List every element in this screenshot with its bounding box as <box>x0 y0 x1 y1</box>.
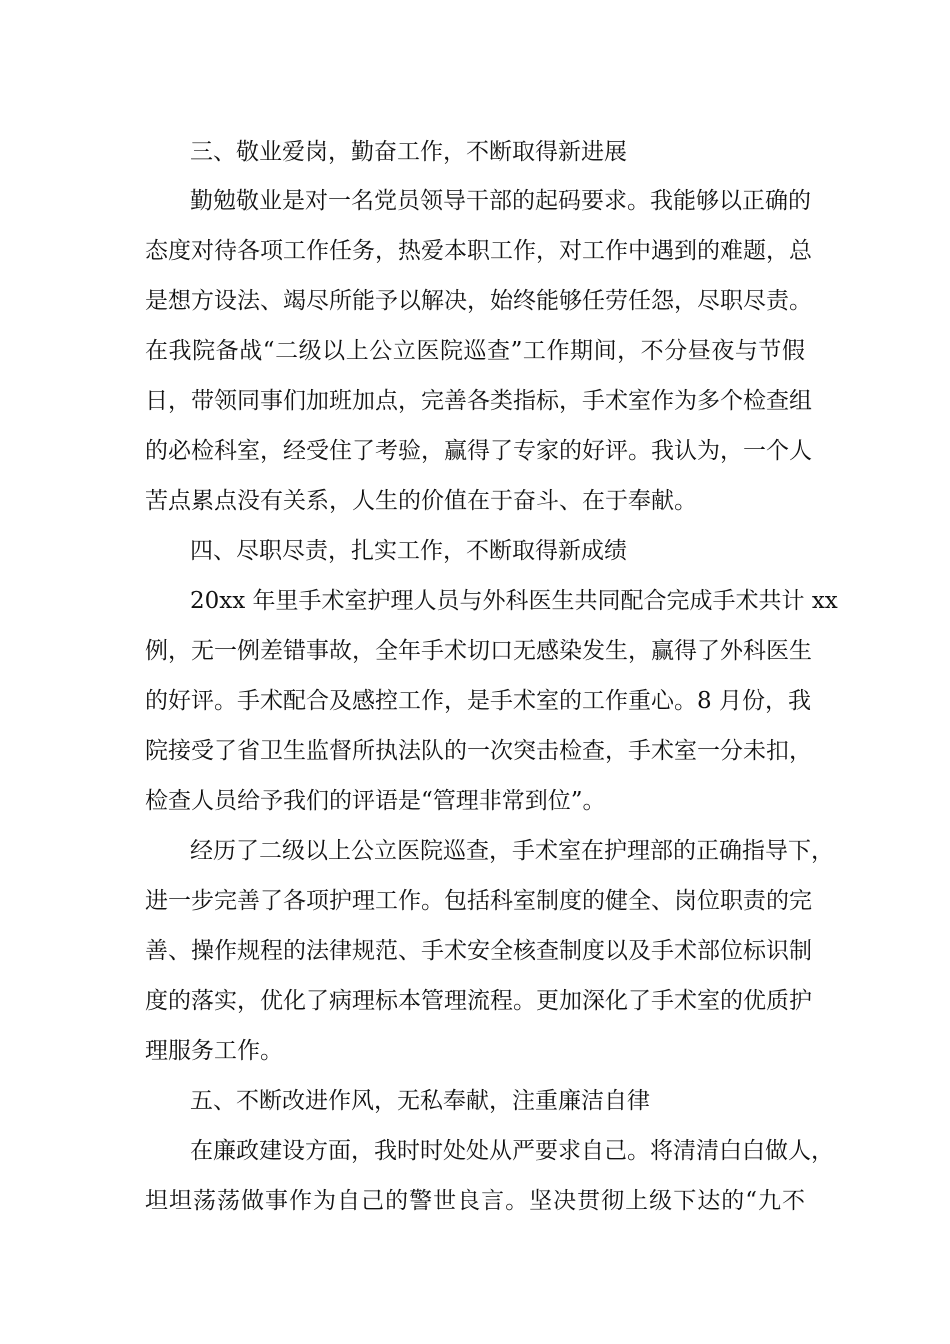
paragraph-line: 经历了二级以上公立医院巡查，手术室在护理部的正确指导下， <box>190 838 834 864</box>
paragraph-line: 在我院备战“二级以上公立医院巡查”工作期间，不分昼夜与节假 <box>145 338 805 364</box>
paragraph-line: 勤勉敬业是对一名党员领导干部的起码要求。我能够以正确的 <box>190 188 811 214</box>
paragraph-line: 例，无一例差错事故，全年手术切口无感染发生，赢得了外科医生 <box>145 638 812 664</box>
paragraph-line: 检查人员给予我们的评语是“管理非常到位”。 <box>145 788 606 814</box>
section-heading-3: 三、敬业爱岗，勤奋工作，不断取得新进展 <box>190 139 627 165</box>
paragraph-line: 20xx 年里手术室护理人员与外科医生共同配合完成手术共计 xx <box>190 588 838 614</box>
section-heading-5: 五、不断改进作风，无私奉献，注重廉洁自律 <box>190 1088 650 1114</box>
paragraph-line: 院接受了省卫生监督所执法队的一次突击检查，手术室一分未扣， <box>145 738 812 764</box>
paragraph-line: 理服务工作。 <box>145 1038 283 1064</box>
paragraph-line: 的好评。手术配合及感控工作，是手术室的工作重心。8 月份，我 <box>145 688 811 714</box>
paragraph-line: 的必检科室，经受住了考验，赢得了专家的好评。我认为，一个人 <box>145 438 812 464</box>
paragraph-line: 日，带领同事们加班加点，完善各类指标，手术室作为多个检查组 <box>145 388 812 414</box>
paragraph-line: 坦坦荡荡做事作为自己的警世良言。坚决贯彻上级下达的“九不 <box>145 1188 805 1214</box>
paragraph-line: 苦点累点没有关系，人生的价值在于奋斗、在于奉献。 <box>145 488 697 514</box>
paragraph-line: 在廉政建设方面，我时时处处从严要求自己。将清清白白做人， <box>190 1138 834 1164</box>
section-heading-4: 四、尽职尽责，扎实工作，不断取得新成绩 <box>190 538 627 564</box>
paragraph-line: 进一步完善了各项护理工作。包括科室制度的健全、岗位职责的完 <box>145 888 812 914</box>
paragraph-line: 度的落实，优化了病理标本管理流程。更加深化了手术室的优质护 <box>145 988 812 1014</box>
paragraph-line: 善、操作规程的法律规范、手术安全核查制度以及手术部位标识制 <box>145 938 812 964</box>
paragraph-line: 态度对待各项工作任务，热爱本职工作，对工作中遇到的难题，总 <box>145 238 812 264</box>
paragraph-line: 是想方设法、竭尽所能予以解决，始终能够任劳任怨，尽职尽责。 <box>145 288 812 314</box>
